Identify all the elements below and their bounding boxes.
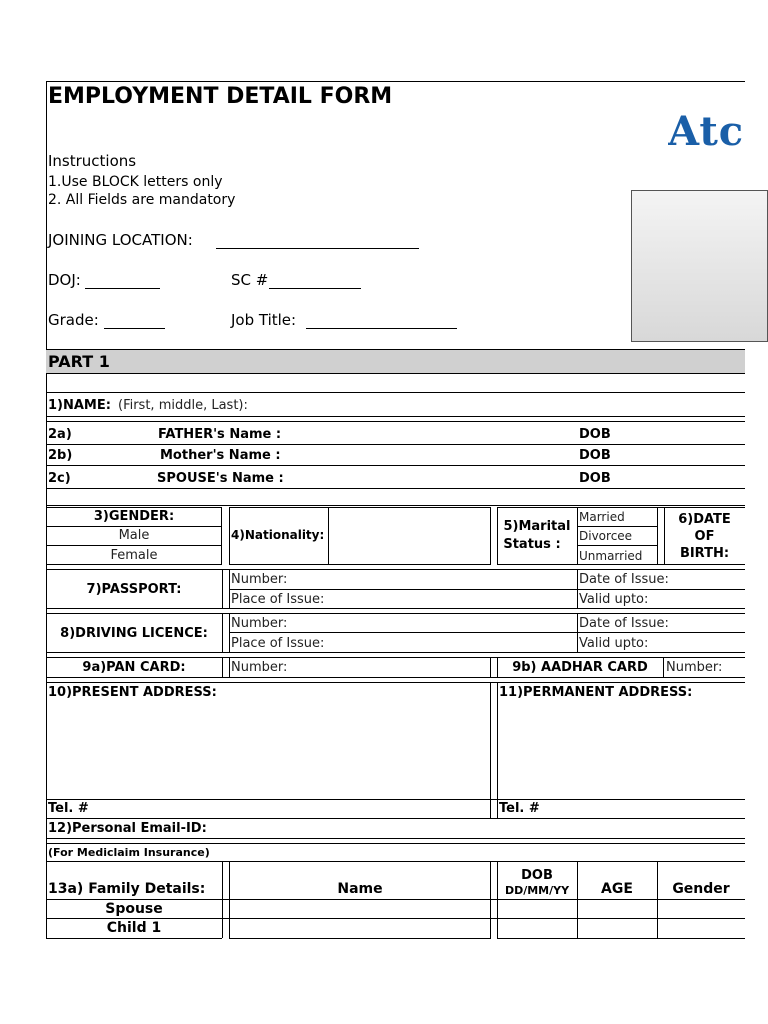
rule (46, 899, 745, 900)
rule (222, 569, 223, 608)
joining-location-field[interactable] (216, 247, 419, 249)
rule (657, 507, 658, 565)
aadhar-number-label[interactable]: Number: (666, 660, 723, 675)
rule (222, 657, 223, 677)
rule (229, 657, 230, 677)
rule (46, 861, 745, 862)
present-address-field[interactable] (48, 702, 488, 798)
marital-label-1: 5)Marital (503, 519, 571, 534)
rule (328, 507, 329, 565)
gender-female[interactable]: Female (110, 548, 158, 563)
grade-label: Grade: (48, 311, 99, 329)
rule (46, 444, 745, 445)
family-row-child1: Child 1 (106, 920, 162, 936)
name-label: 1)NAME: (48, 398, 111, 413)
gender-label: 3)GENDER: (93, 509, 175, 524)
mediclaim-note: (For Mediclaim Insurance) (48, 846, 210, 859)
marital-divorcee[interactable]: Divorcee (579, 529, 633, 543)
family-col-name: Name (337, 881, 383, 897)
rule (46, 608, 745, 609)
dob-box-2: OF (694, 529, 715, 544)
permanent-address-label: 11)PERMANENT ADDRESS: (499, 685, 693, 700)
rule (46, 392, 745, 393)
marital-label-2: Status : (503, 537, 561, 552)
rule (46, 677, 745, 678)
top-border (46, 81, 745, 82)
rule (46, 526, 222, 527)
job-title-label: Job Title: (231, 311, 297, 329)
grade-field[interactable] (104, 327, 165, 329)
marital-married[interactable]: Married (579, 510, 625, 524)
father-num: 2a) (48, 427, 72, 442)
passport-label: 7)PASSPORT: (86, 582, 182, 597)
rule (229, 938, 491, 939)
driving-label: 8)DRIVING LICENCE: (60, 626, 208, 641)
rule (497, 682, 498, 818)
photo-box[interactable] (631, 190, 768, 342)
rule (46, 569, 745, 570)
family-col-age: AGE (601, 881, 633, 897)
present-tel-label: Tel. # (48, 801, 89, 816)
nationality-label: 4)Nationality: (231, 528, 325, 542)
rule (490, 682, 491, 818)
name-hint: (First, middle, Last): (118, 398, 248, 413)
rule (46, 465, 745, 466)
rule (46, 545, 222, 546)
family-col-dob: DOB (521, 868, 553, 883)
dob-box-3: BIRTH: (679, 546, 730, 561)
mother-label: Mother's Name : (160, 448, 281, 463)
rule (46, 682, 745, 683)
rule (46, 657, 745, 658)
pan-label: 9a)PAN CARD: (82, 660, 186, 675)
rule (222, 613, 223, 652)
rule (46, 613, 745, 614)
job-title-field[interactable] (306, 327, 457, 329)
driving-date-label[interactable]: Date of Issue: (579, 616, 669, 631)
rule (46, 938, 222, 939)
dob-box-1: 6)DATE (678, 512, 731, 527)
rule (46, 421, 745, 422)
rule (663, 657, 664, 677)
spouse-label: SPOUSE's Name : (157, 471, 284, 486)
rule (497, 938, 745, 939)
rule (46, 505, 745, 506)
sc-field[interactable] (269, 287, 361, 289)
spouse-num: 2c) (48, 471, 71, 486)
rule (46, 488, 745, 489)
aadhar-label: 9b) AADHAR CARD (512, 660, 648, 675)
present-address-label: 10)PRESENT ADDRESS: (48, 685, 217, 700)
rule (46, 416, 745, 417)
permanent-tel-label: Tel. # (499, 801, 540, 816)
rule (490, 657, 491, 677)
rule (46, 838, 745, 839)
permanent-address-field[interactable] (499, 702, 743, 798)
rule (46, 652, 745, 653)
mother-num: 2b) (48, 448, 73, 463)
passport-valid-label[interactable]: Valid upto: (579, 592, 649, 607)
company-logo: Atc (668, 112, 745, 152)
gender-male[interactable]: Male (118, 528, 150, 543)
email-label: 12)Personal Email-ID: (48, 821, 207, 836)
rule (229, 589, 745, 590)
joining-location-label: JOINING LOCATION: (48, 231, 193, 249)
passport-place-label[interactable]: Place of Issue: (231, 592, 325, 607)
family-details-label: 13a) Family Details: (48, 881, 206, 897)
family-col-dob-format: DD/MM/YY (504, 884, 570, 897)
part1-bar (46, 349, 745, 374)
rule (46, 918, 745, 919)
rule (229, 632, 745, 633)
rule (46, 818, 745, 819)
marital-unmarried[interactable]: Unmarried (579, 549, 643, 563)
spouse-dob-label: DOB (579, 471, 611, 486)
driving-place-label[interactable]: Place of Issue: (231, 636, 325, 651)
nationality-field[interactable] (330, 509, 488, 563)
passport-number-label[interactable]: Number: (231, 572, 288, 587)
rule (46, 799, 745, 800)
rule (46, 843, 745, 844)
rule (577, 545, 657, 546)
family-col-gender: Gender (672, 881, 730, 897)
instruction-1: 1.Use BLOCK letters only (48, 174, 223, 190)
driving-number-label[interactable]: Number: (231, 616, 288, 631)
sc-label: SC # (231, 271, 269, 289)
father-dob-label: DOB (579, 427, 611, 442)
instructions-heading: Instructions (48, 152, 137, 170)
family-row-spouse: Spouse (105, 901, 163, 917)
part1-heading: PART 1 (48, 352, 110, 371)
doj-label: DOJ: (48, 271, 81, 289)
passport-date-label[interactable]: Date of Issue: (579, 572, 669, 587)
form-title: EMPLOYMENT DETAIL FORM (48, 84, 393, 109)
doj-field[interactable] (85, 287, 160, 289)
rule (577, 507, 578, 565)
rule (577, 526, 657, 527)
instruction-2: 2. All Fields are mandatory (48, 192, 236, 208)
pan-number-label[interactable]: Number: (231, 660, 288, 675)
father-label: FATHER's Name : (158, 427, 282, 442)
mother-dob-label: DOB (579, 448, 611, 463)
driving-valid-label[interactable]: Valid upto: (579, 636, 649, 651)
